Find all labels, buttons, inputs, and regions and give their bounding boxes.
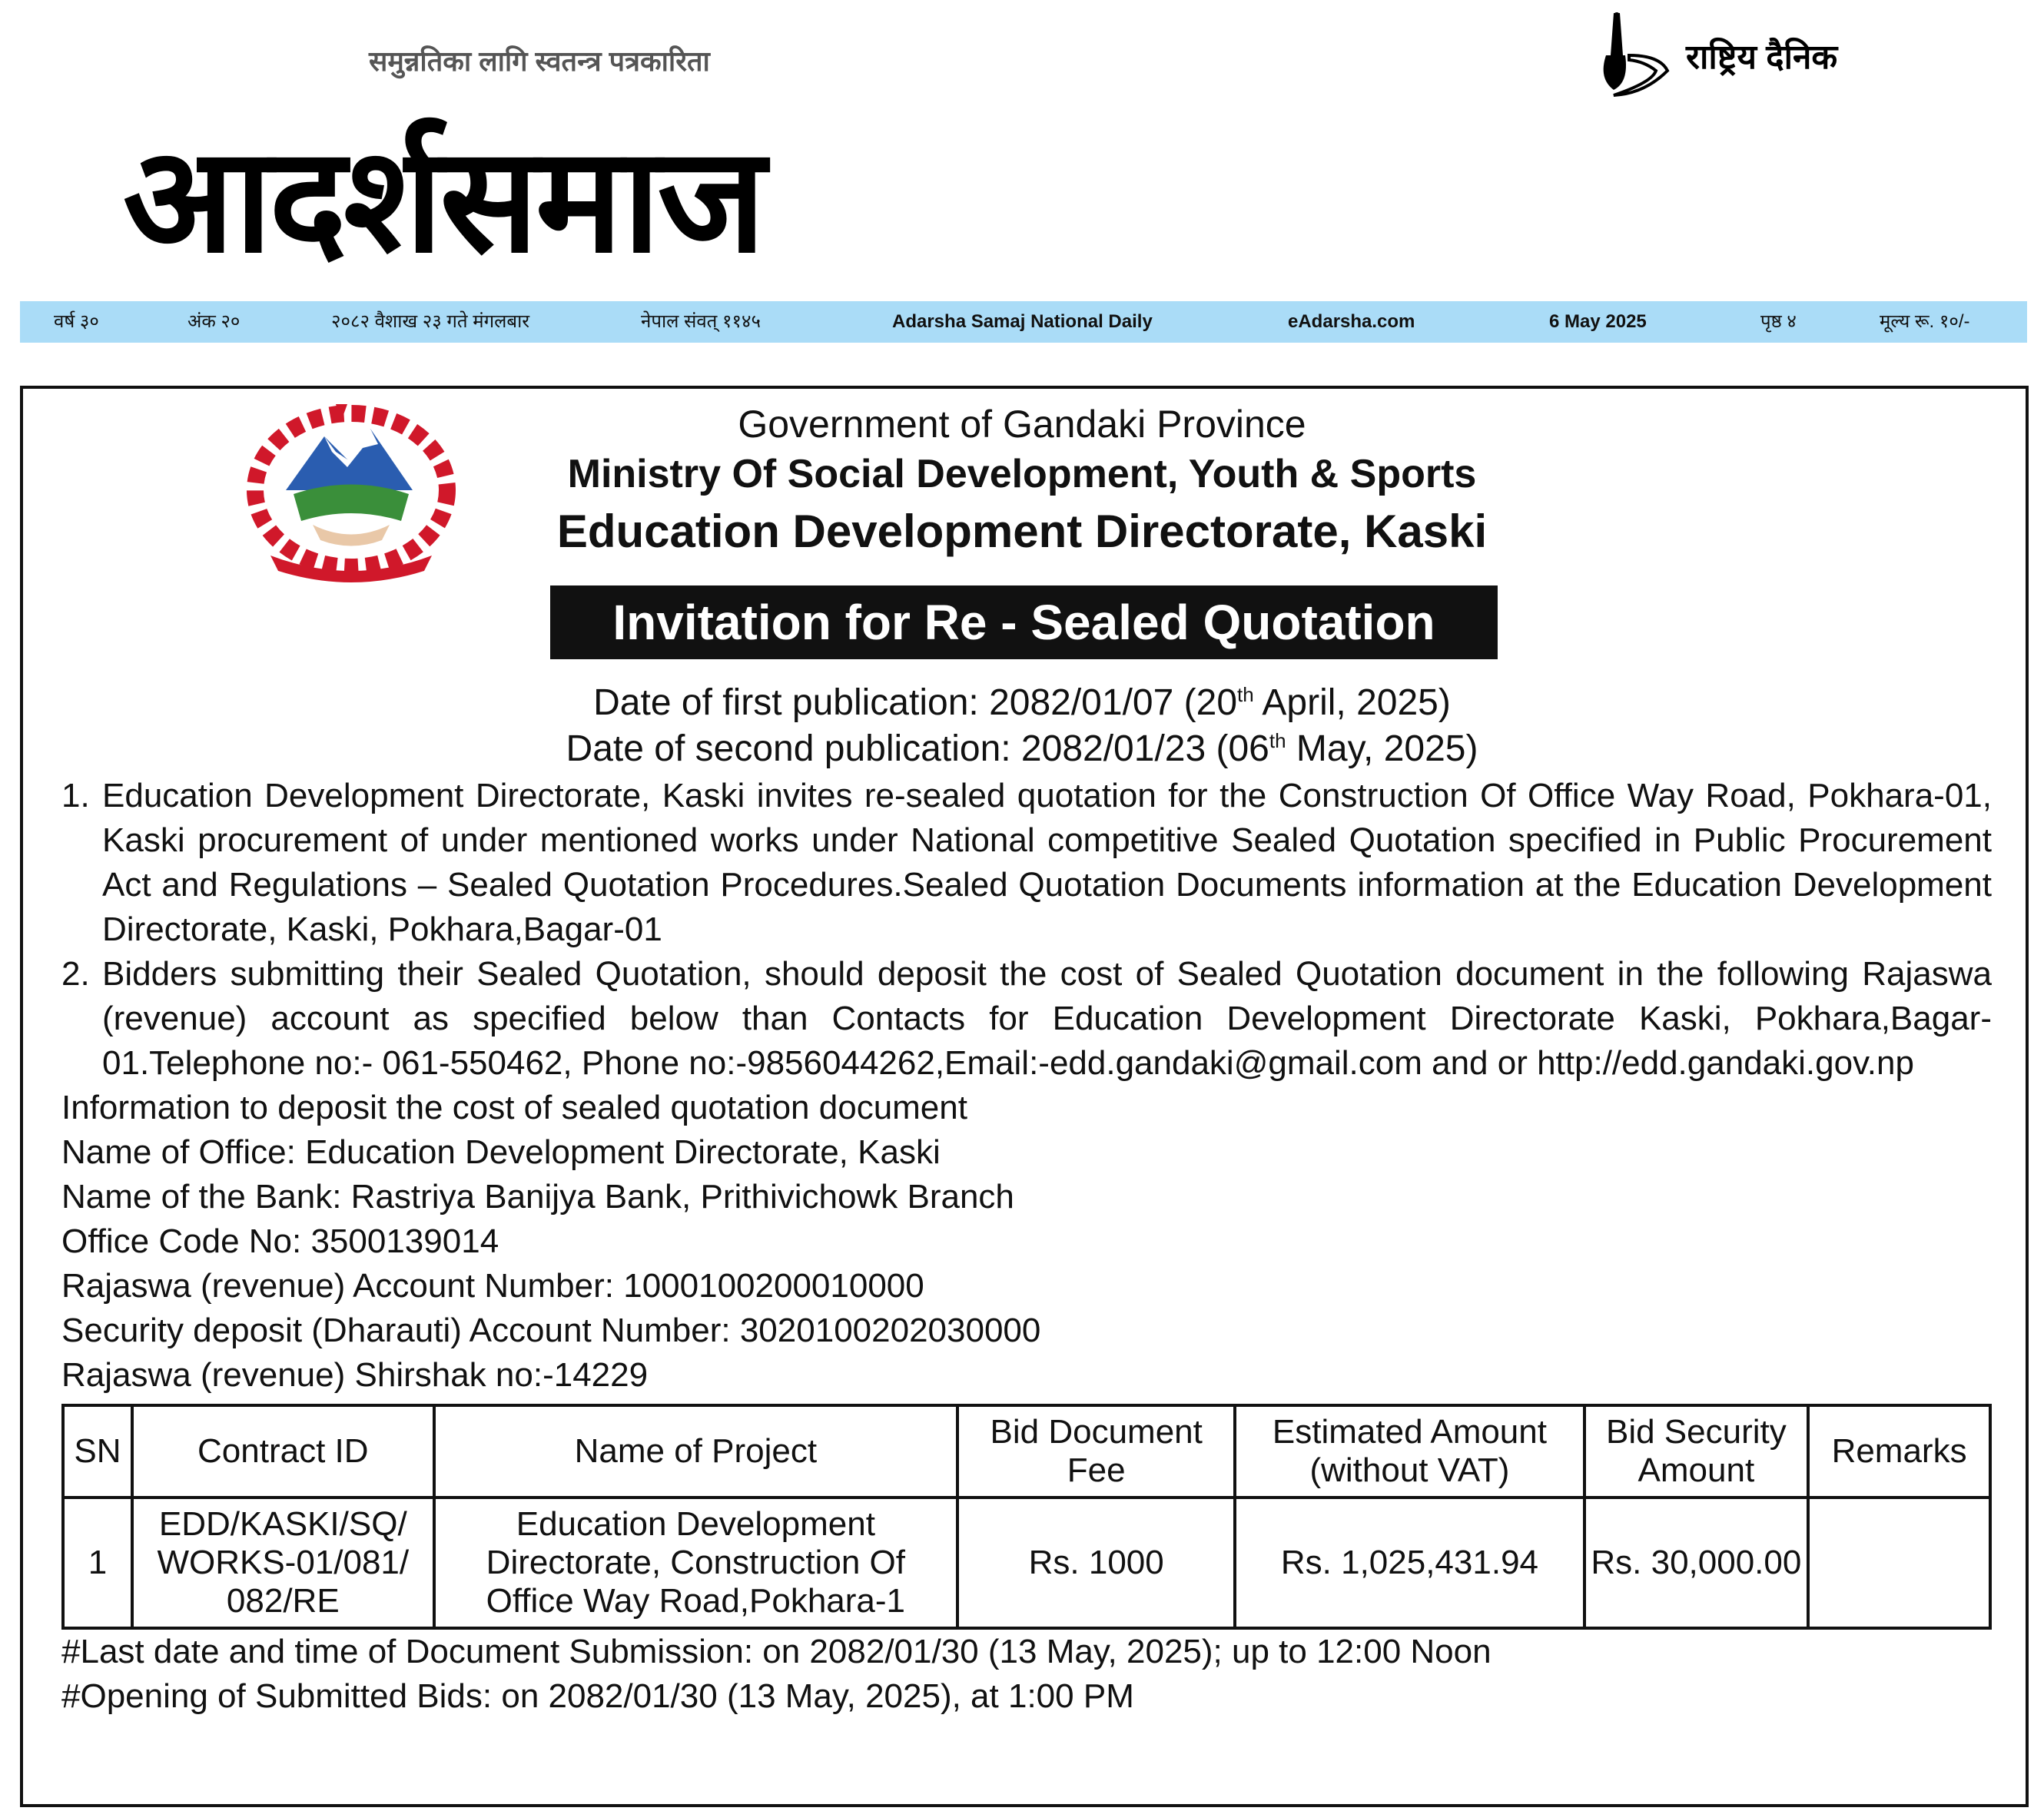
quotation-table xyxy=(61,1404,1992,1630)
ministry-heading: Ministry Of Social Development, Youth & Sports xyxy=(567,452,1477,496)
header-sn: SN xyxy=(63,1405,132,1498)
table-header-row xyxy=(63,1405,1990,1498)
strip-nepali-date: २०८२ वैशाख २३ गते मंगलबार xyxy=(331,311,530,332)
table-row xyxy=(63,1498,1990,1628)
strip-paper-name: Adarsha Samaj National Daily xyxy=(892,311,1153,332)
masthead-tagline: समुन्नतिका लागि स्वतन्त्र पत्रकारिता xyxy=(369,45,710,77)
government-heading: Government of Gandaki Province xyxy=(738,403,1306,446)
security-deposit-account: Security deposit (Dharauti) Account Number: 3020100202030000 xyxy=(61,1312,1041,1349)
masthead-logo: आदर्शसमाज xyxy=(123,115,763,285)
deposit-info-heading: Information to deposit the cost of sealed quotation document xyxy=(61,1089,967,1126)
notice-body xyxy=(61,774,1992,1719)
text: May, 2025) xyxy=(1286,728,1478,769)
second-publication-date xyxy=(0,727,2044,771)
strip-price: मूल्य रू. १०/- xyxy=(1880,311,1970,332)
brand-text: राष्ट्रिय दैनिक xyxy=(1686,38,1838,76)
cell-bid-fee: Rs. 1000 xyxy=(957,1498,1235,1628)
directorate-heading: Education Development Directorate, Kaski xyxy=(556,506,1488,557)
header-project-name: Name of Project xyxy=(434,1405,957,1498)
cell-remarks xyxy=(1808,1498,1990,1628)
superscript: th xyxy=(1237,683,1254,706)
text: April, 2025) xyxy=(1253,682,1451,723)
office-name: Name of Office: Education Development Directorate, Kaski xyxy=(61,1133,941,1171)
cell-sn: 1 xyxy=(63,1498,132,1628)
paragraph-text: Bidders submitting their Sealed Quotation, should deposit the cost of Sealed Quotation document in the following Rajaswa (revenue) account as specified below than Contacts for Education Development Directorate Kaski, Pokhara,Bagar-01.Telephone no:- 061-550462, Phone no:-9856044262,Email:-edd.gandaki@gmail.com and or http://edd.gandaki.gov.np xyxy=(102,955,1992,1082)
submission-deadline: #Last date and time of Document Submission: on 2082/01/30 (13 May, 2025); up to 12:00 Noon xyxy=(61,1633,1492,1670)
header-bid-security: Bid Security Amount xyxy=(1584,1405,1809,1498)
strip-date: 6 May 2025 xyxy=(1549,311,1647,332)
cell-bid-security: Rs. 30,000.00 xyxy=(1584,1498,1809,1628)
cell-estimated-amount: Rs. 1,025,431.94 xyxy=(1235,1498,1584,1628)
strip-nepal-sambat: नेपाल संवत् ११४५ xyxy=(641,311,761,332)
text: Date of first publication: 2082/01/07 (20 xyxy=(593,682,1238,723)
paragraph-2 xyxy=(61,952,1992,1086)
first-publication-date xyxy=(0,681,2044,725)
header-estimated-amount: Estimated Amount (without VAT) xyxy=(1235,1405,1584,1498)
strip-issue: अंक २० xyxy=(187,311,241,332)
cell-project-name: Education Development Directorate, Construction Of Office Way Road,Pokhara-1 xyxy=(434,1498,957,1628)
header-remarks: Remarks xyxy=(1808,1405,1990,1498)
notice-title: Invitation for Re - Sealed Quotation xyxy=(550,585,1498,659)
header-bid-fee: Bid Document Fee xyxy=(957,1405,1235,1498)
revenue-account: Rajaswa (revenue) Account Number: 1000100200010000 xyxy=(61,1267,924,1305)
revenue-shirshak: Rajaswa (revenue) Shirshak no:-14229 xyxy=(61,1356,649,1394)
bid-opening-time: #Opening of Submitted Bids: on 2082/01/30 (13 May, 2025), at 1:00 PM xyxy=(61,1677,1134,1715)
brand-badge xyxy=(1591,9,1837,101)
office-code: Office Code No: 3500139014 xyxy=(61,1222,499,1260)
bank-name: Name of the Bank: Rastriya Banijya Bank, Prithivichowk Branch xyxy=(61,1178,1014,1216)
superscript: th xyxy=(1269,729,1286,752)
cell-contract-id: EDD/KASKI/SQ/ WORKS-01/081/ 082/RE xyxy=(132,1498,434,1628)
text: Date of second publication: 2082/01/23 (06 xyxy=(566,728,1269,769)
paragraph-number: 2. xyxy=(61,955,90,993)
paragraph-text: Education Development Directorate, Kaski invites re-sealed quotation for the Construction Of Office Way Road, Pokhara-01, Kaski procurement of under mentioned works under National competitive Sealed Quotation specified in Public Procurement Act and Regulations – Sealed Quotation Procedures.Sealed Quotation Documents information at the Education Development Directorate, Kaski, Pokhara,Bagar-01 xyxy=(102,777,1992,948)
strip-page: पृष्ठ ४ xyxy=(1760,311,1797,332)
strip-year: वर्ष ३० xyxy=(54,311,99,332)
header-contract-id: Contract ID xyxy=(132,1405,434,1498)
strip-website[interactable]: eAdarsha.com xyxy=(1288,311,1415,332)
info-strip xyxy=(20,301,2027,343)
pen-nib-icon xyxy=(1591,9,1675,101)
paragraph-number: 1. xyxy=(61,777,90,814)
paragraph-1 xyxy=(61,774,1992,952)
